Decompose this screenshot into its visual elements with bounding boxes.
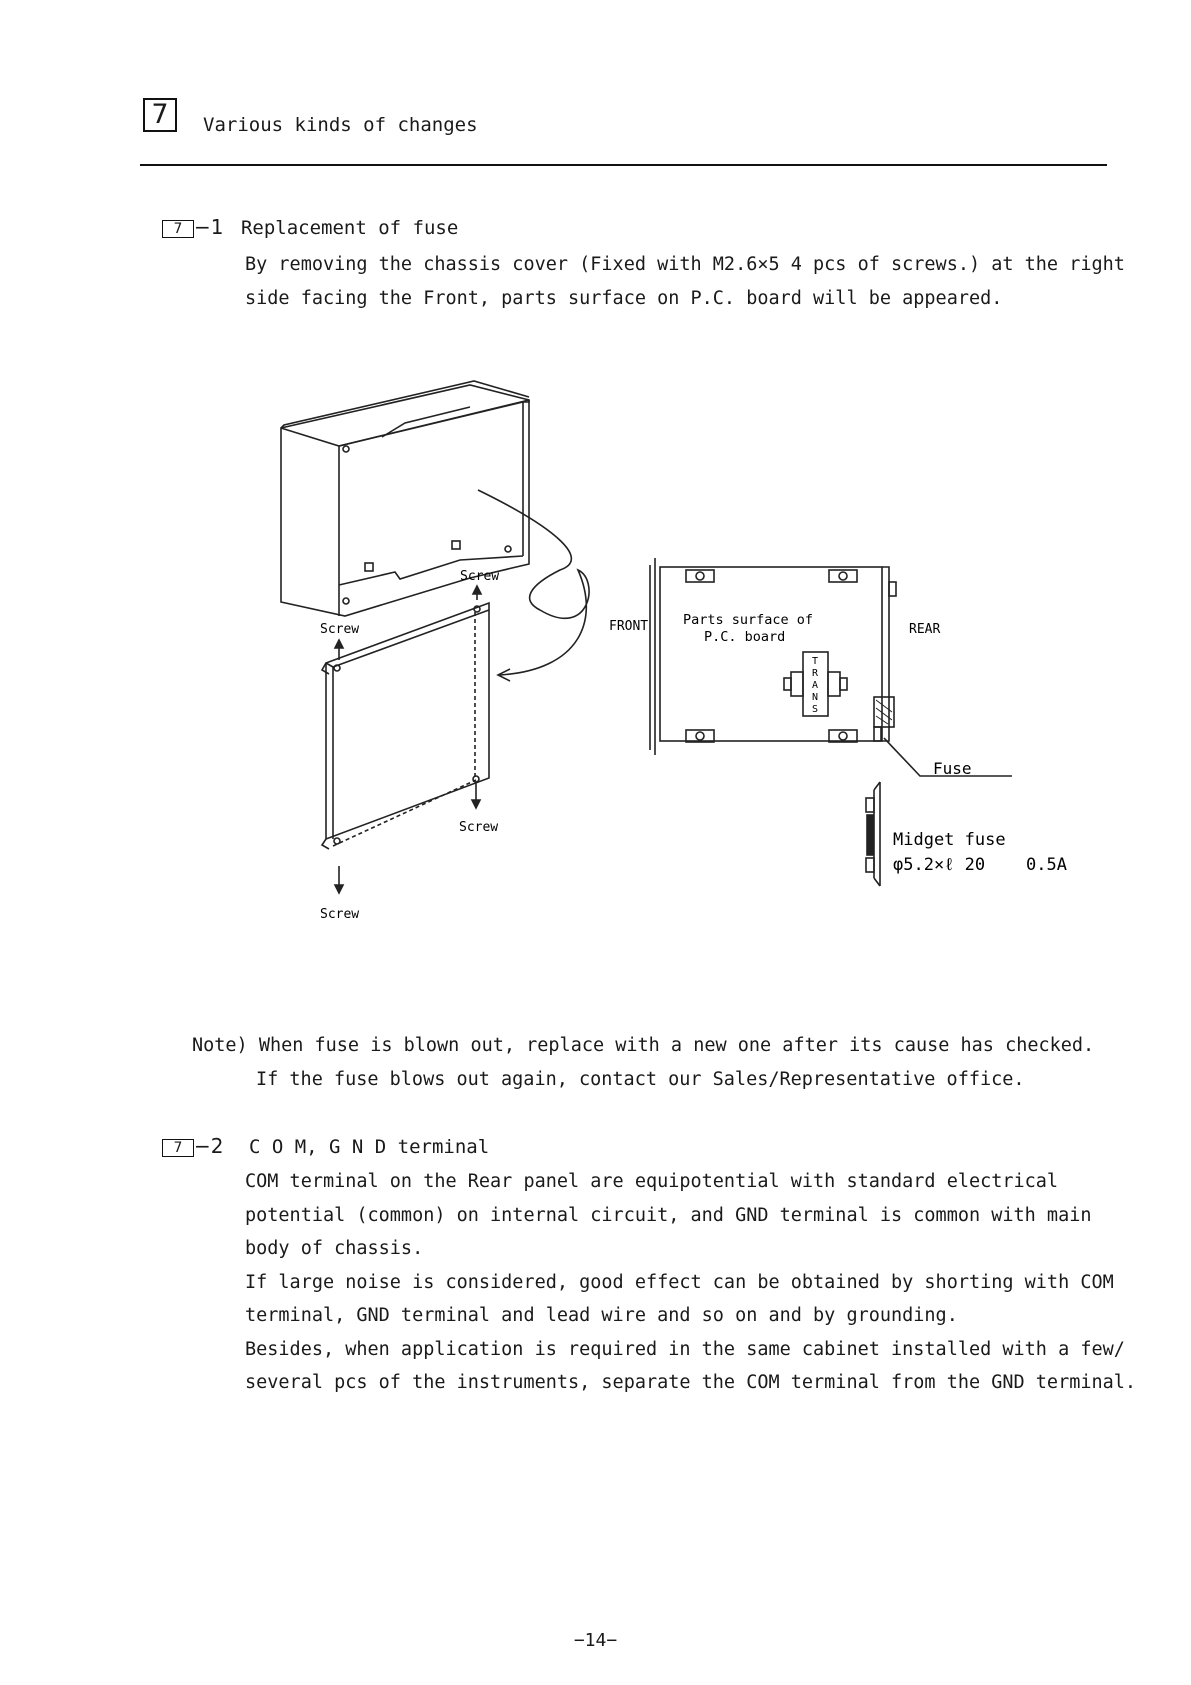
label-parts-surface: Parts surface of — [683, 612, 814, 628]
label-screw-bottom: Screw — [320, 907, 360, 922]
paragraph-line: If large noise is considered, good effect can be obtained by shorting with COM — [245, 1271, 1114, 1293]
label-midget-fuse: Midget fuse — [893, 830, 1006, 850]
label-pc-board: P.C. board — [704, 629, 786, 645]
section-number-box: 7 — [143, 98, 177, 132]
trans-letter: S — [811, 704, 819, 715]
side-panel — [326, 603, 489, 839]
label-fuse: Fuse — [933, 759, 972, 778]
paragraph-line: Besides, when application is required in the same cabinet installed with a few/ — [245, 1338, 1125, 1360]
subsection-heading-7-2 — [162, 1134, 489, 1158]
section-title: Various kinds of changes — [203, 114, 478, 136]
paragraph-line: side facing the Front, parts surface on P.C. board will be appeared. — [245, 287, 1003, 309]
pc-board — [660, 567, 882, 741]
paragraph-line: potential (common) on internal circuit, and GND terminal is common with main — [245, 1204, 1092, 1226]
subsection-number-suffix: −1 — [194, 215, 224, 239]
front-panel — [650, 558, 655, 755]
paragraph-line: terminal, GND terminal and lead wire and so on and by grounding. — [245, 1305, 958, 1326]
paragraph-line: By removing the chassis cover (Fixed with M2.6×5 4 pcs of screws.) at the right — [245, 254, 1125, 275]
label-screw-top: Screw — [460, 569, 500, 584]
label-rear: REAR — [909, 622, 941, 637]
subsection-number-suffix: −2 — [194, 1134, 224, 1158]
label-screw-left: Screw — [320, 622, 360, 637]
page-number: −14− — [573, 1630, 618, 1651]
trans-letter: N — [811, 692, 819, 703]
section-2-paragraph — [245, 1165, 1136, 1400]
trans-letter: R — [811, 668, 819, 679]
paragraph-line: body of chassis. — [245, 1238, 424, 1259]
note-line-2: If the fuse blows out again, contact our Sales/Representative office. — [256, 1069, 1025, 1090]
subsection-title: Replacement of fuse — [240, 217, 459, 239]
paragraph-line: COM terminal on the Rear panel are equipotential with standard electrical — [245, 1171, 1059, 1192]
label-midget-rating: 0.5A — [1026, 855, 1067, 875]
subsection-number-box: 7 — [162, 220, 194, 238]
trans-letter: A — [811, 680, 819, 691]
fuse-holder — [874, 697, 894, 727]
note-line-1: Note) When fuse is blown out, replace with a new one after its cause has checked. — [192, 1035, 1095, 1056]
label-front: FRONT — [609, 619, 649, 634]
label-screw-mid: Screw — [459, 820, 499, 835]
label-midget-size: φ5.2×ℓ 20 — [893, 855, 986, 875]
paragraph-line: several pcs of the instruments, separate the COM terminal from the GND terminal. — [245, 1372, 1137, 1393]
subsection-number-box: 7 — [162, 1139, 194, 1157]
subsection-title: C O M, G N D terminal — [248, 1136, 490, 1158]
trans-letter: T — [811, 656, 819, 667]
